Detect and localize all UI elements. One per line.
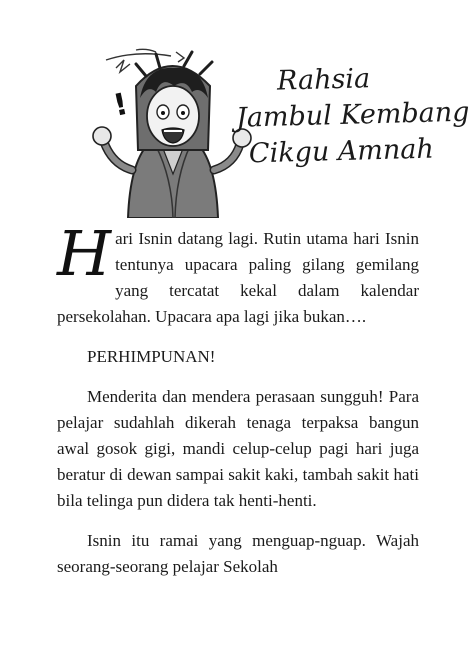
chapter-title [235, 59, 470, 172]
paragraph-2: PERHIMPUNAN! [87, 347, 216, 366]
paragraph-4: Isnin itu ramai yang menguap-nguap. Wajah seorang-seorang pelajar Sekolah [57, 531, 419, 576]
exclamation-mark: ! [110, 86, 132, 124]
drop-cap: H [57, 217, 112, 290]
chapter-title-line-3: Cikgu Amnah [248, 133, 435, 170]
paragraph-1 [57, 217, 419, 330]
chapter-title-line-2: Jambul Kembang [235, 96, 470, 134]
chapter-title-line-1: Rahsia [276, 63, 371, 97]
paragraph-1-text: ari Isnin datang lagi. Rutin utama hari Isnin tentunya upacara paling gilang gemilang yang tercatat kekal dalam kalendar persekolahan. Upacara apa lagi jika bukan…. [57, 229, 419, 326]
paragraph-3: Menderita dan mendera perasaan sungguh! Para pelajar sudahlah dikerah tenaga terpaksa bangun awal gosok gigi, mandi celup-celup pagi hari juga beratur di dewan sampai sakit kaki, tambah sakit hati bila telinga pun didera tak henti-henti. [57, 387, 419, 510]
chapter-body [57, 217, 419, 594]
